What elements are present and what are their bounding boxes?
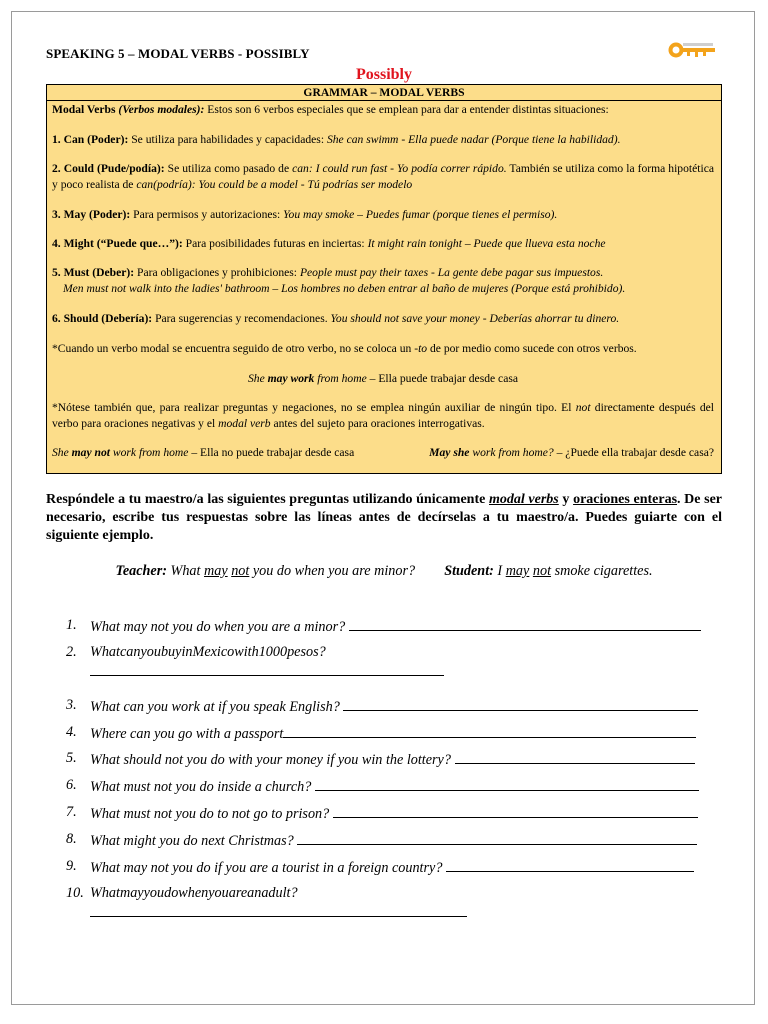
answer-line-1[interactable] xyxy=(349,616,701,631)
question-10: 10. Whatmayyoudowhenyouareanadult? xyxy=(66,884,722,922)
question-9: 9. What may not you do if you are a tourist in a foreign country? xyxy=(66,857,722,877)
might-paragraph: 4. Might (“Puede que…”): Para posibilidades futuras en inciertas: It might rain tonight – Puede que llueva esta noche xyxy=(52,237,606,250)
page-subtitle: Possibly xyxy=(355,66,412,83)
grammar-box xyxy=(46,84,722,474)
question-2-words: WhatcanyoubuyinMexicowith1000pesos? xyxy=(90,644,326,660)
must-example-line: Men must not walk into the ladies' bathroom – Los hombres no deben entrar al baño de mujeres (Porque está prohibido). xyxy=(63,282,626,295)
answer-line-7[interactable] xyxy=(333,803,698,818)
example-negation-question-row xyxy=(52,445,714,461)
note-questions-negations: *Nótese también que, para realizar preguntas y negaciones, no se emplea ningún auxiliar de ningún tipo. El not directamente después del verbo para oraciones negativas y el modal verb antes del sujeto para oraciones interrogativas. xyxy=(52,401,714,430)
intro-paragraph: Modal Verbs (Verbos modales): Estos son 6 verbos especiales que se emplean para dar a entender distintas situaciones: xyxy=(52,103,609,116)
must-paragraph: 5. Must (Deber): Para obligaciones y prohibiciones: People must pay their taxes - La gente debe pagar sus impuestos. xyxy=(52,266,604,279)
question-8: 8. What might you do next Christmas? xyxy=(66,830,722,850)
note-no-to: *Cuando un verbo modal se encuentra seguido de otro verbo, no se coloca un -to de por medio como sucede con otros verbos. xyxy=(52,342,637,355)
question-5: 5. What should not you do with your money if you win the lottery? xyxy=(66,749,722,769)
example-may-work: She may work from home – Ella puede trabajar desde casa xyxy=(247,372,519,385)
answer-line-9[interactable] xyxy=(446,857,694,872)
question-3: 3. What can you work at if you speak English? xyxy=(66,696,722,716)
instructions: Respóndele a tu maestro/a las siguientes preguntas utilizando únicamente modal verbs y oraciones enteras. De ser necesario, escribe tus respuestas sobre las líneas antes de decírselas a tu maestro/a. Puedes guiarte con el siguiente ejemplo. xyxy=(46,492,723,543)
answer-line-4[interactable] xyxy=(283,723,696,738)
may-paragraph: 3. May (Poder): Para permisos y autorizaciones: You may smoke – Puedes fumar (porque tienes el permiso). xyxy=(52,208,558,221)
question-6: 6. What must not you do inside a church? xyxy=(66,776,722,796)
question-2: 2. WhatcanyoubuyinMexicowith1000pesos? xyxy=(66,643,722,681)
answer-line-8[interactable] xyxy=(297,830,697,845)
answer-line-6[interactable] xyxy=(315,776,699,791)
answer-line-2[interactable] xyxy=(90,661,444,676)
answer-line-3[interactable] xyxy=(343,696,698,711)
should-paragraph: 6. Should (Debería): Para sugerencias y recomendaciones. You should not save your money - Deberías ahorrar tu dinero. xyxy=(52,312,620,325)
could-paragraph: 2. Could (Pude/podía): Se utiliza como pasado de can: I could run fast - Yo podía correr rápido. También se utiliza como la forma hipotética y poco realista de can(podría): You could be a model - Tú podrías ser modelo xyxy=(52,162,714,191)
school-logo xyxy=(667,40,719,60)
question-1: 1. What may not you do when you are a minor? xyxy=(66,616,722,636)
can-paragraph: 1. Can (Poder): Se utiliza para habilidades y capacidades: She can swimm - Ella puede nadar (Porque tiene la habilidad). xyxy=(52,133,621,146)
example-question: May she work from home? – ¿Puede ella trabajar desde casa? xyxy=(429,446,714,459)
example-dialogue: Teacher: What may not you do when you are minor? Student: I may not smoke cigarettes. xyxy=(115,563,653,579)
grammar-header: GRAMMAR – MODAL VERBS xyxy=(47,85,721,101)
student-label: Student: xyxy=(444,563,494,579)
question-7: 7. What must not you do to not go to prison? xyxy=(66,803,722,823)
question-4: 4. Where can you go with a passport xyxy=(66,723,722,743)
answer-line-10[interactable] xyxy=(90,902,467,917)
example-negation: She may not work from home – Ella no puede trabajar desde casa xyxy=(52,446,355,459)
teacher-label: Teacher: xyxy=(115,563,167,579)
question-10-words: Whatmayyoudowhenyouareanadult? xyxy=(90,885,298,901)
answer-line-5[interactable] xyxy=(455,749,695,764)
document-title: SPEAKING 5 – MODAL VERBS - POSSIBLY xyxy=(46,46,310,61)
